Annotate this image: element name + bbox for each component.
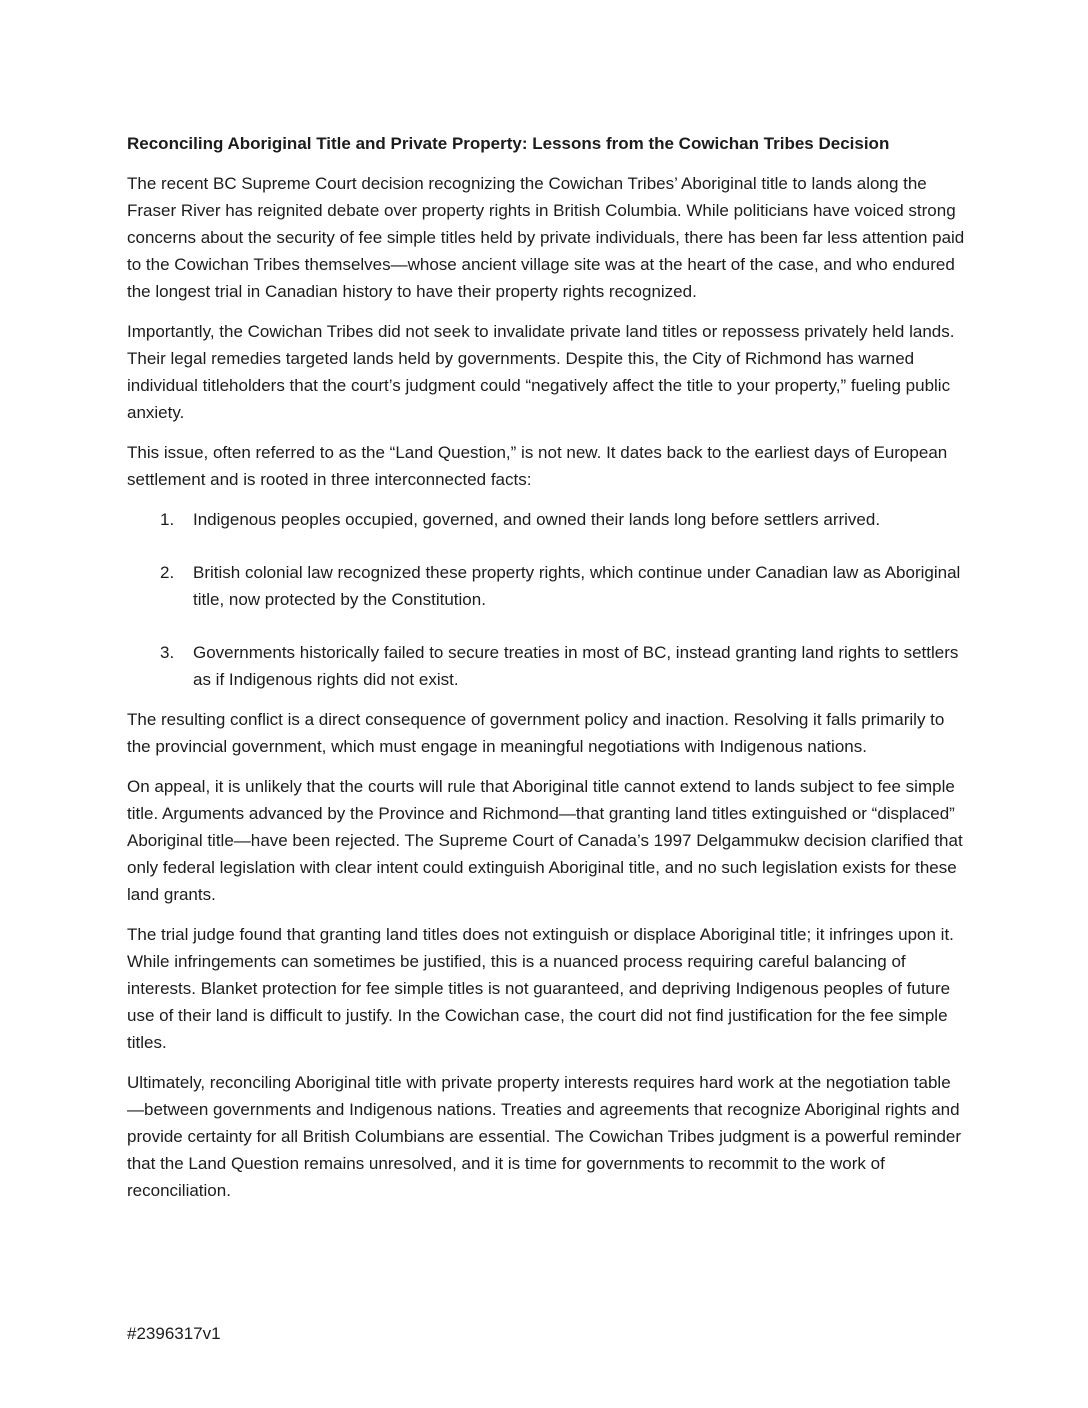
paragraph: Importantly, the Cowichan Tribes did not seek to invalidate private land titles or repossess privately held lands. Their legal remedies targeted lands held by governments. Despite this, the City of Richmond has warned individual titleholders that the court’s judgment could “negatively affect the title to your property,” fueling public anxiety. bbox=[127, 322, 955, 422]
document-body bbox=[127, 130, 967, 1217]
list-item-number: 3. bbox=[160, 643, 175, 662]
paragraph: Ultimately, reconciling Aboriginal title with private property interests requires hard work at the negotiation table—between governments and Indigenous nations. Treaties and agreements that recognize Aboriginal rights and provide certainty for all British Columbians are essential. The Cowichan Tribes judgment is a powerful reminder that the Land Question remains unresolved, and it is time for governments to recommit to the work of reconciliation. bbox=[127, 1073, 962, 1200]
paragraph: The trial judge found that granting land titles does not extinguish or displace Aboriginal title; it infringes upon it. While infringements can sometimes be justified, this is a nuanced process requiring careful balancing of interests. Blanket protection for fee simple titles is not guaranteed, and depriving Indigenous peoples of future use of their land is difficult to justify. In the Cowichan case, the court did not find justification for the fee simple titles. bbox=[127, 925, 954, 1052]
paragraph: The resulting conflict is a direct consequence of government policy and inaction. Resolving it falls primarily to the provincial government, which must engage in meaningful negotiations with Indigenous nations. bbox=[127, 710, 945, 756]
list-item bbox=[127, 559, 967, 613]
list-item-number: 1. bbox=[160, 510, 175, 529]
list-item-text: Governments historically failed to secure treaties in most of BC, instead granting land rights to settlers as if Indigenous rights did not exist. bbox=[193, 643, 959, 689]
list-item-text: Indigenous peoples occupied, governed, and owned their lands long before settlers arrived. bbox=[193, 510, 881, 529]
document-title: Reconciling Aboriginal Title and Private Property: Lessons from the Cowichan Tribes Decision bbox=[127, 134, 890, 153]
paragraph: This issue, often referred to as the “Land Question,” is not new. It dates back to the earliest days of European settlement and is rooted in three interconnected facts: bbox=[127, 443, 948, 489]
paragraph: The recent BC Supreme Court decision recognizing the Cowichan Tribes’ Aboriginal title to lands along the Fraser River has reignited debate over property rights in British Columbia. While politicians have voiced strong concerns about the security of fee simple titles held by private individuals, there has been far less attention paid to the Cowichan Tribes themselves—whose ancient village site was at the heart of the case, and who endured the longest trial in Canadian history to have their property rights recognized. bbox=[127, 174, 965, 301]
paragraph: On appeal, it is unlikely that the courts will rule that Aboriginal title cannot extend to lands subject to fee simple title. Arguments advanced by the Province and Richmond—that granting land titles extinguished or “displaced” Aboriginal title—have been rejected. The Supreme Court of Canada’s 1997 Delgammukw decision clarified that only federal legislation with clear intent could extinguish Aboriginal title, and no such legislation exists for these land grants. bbox=[127, 777, 963, 904]
list-item bbox=[127, 639, 967, 693]
numbered-list bbox=[127, 506, 967, 693]
list-item bbox=[127, 506, 967, 533]
list-item-number: 2. bbox=[160, 563, 175, 582]
list-item-text: British colonial law recognized these property rights, which continue under Canadian law as Aboriginal title, now protected by the Constitution. bbox=[193, 563, 961, 609]
footer-reference: #2396317v1 bbox=[127, 1324, 221, 1343]
